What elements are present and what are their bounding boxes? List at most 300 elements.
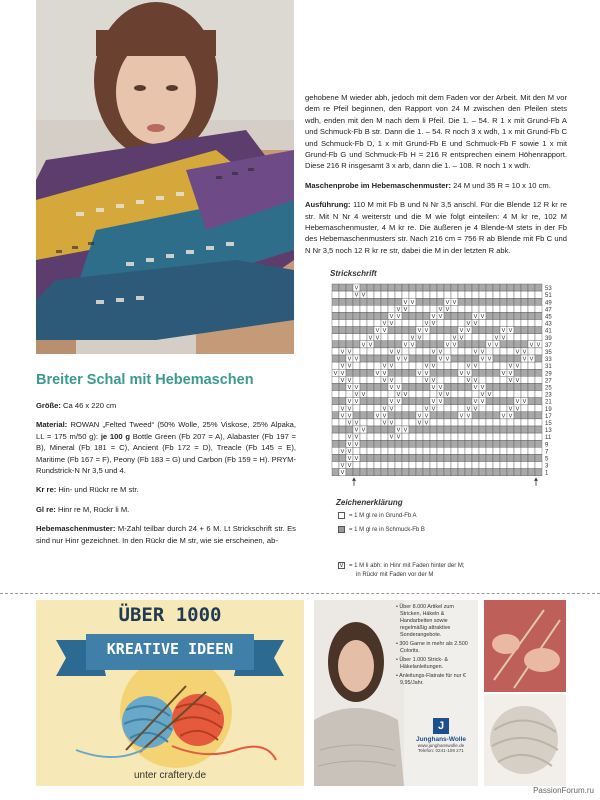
chart-cell bbox=[374, 284, 381, 291]
chart-cell bbox=[535, 312, 542, 319]
chart-cell bbox=[528, 391, 535, 398]
chart-cell bbox=[367, 312, 374, 319]
chart-cell bbox=[472, 440, 479, 447]
chart-cell bbox=[507, 462, 514, 469]
chart-cell bbox=[507, 334, 514, 341]
chart-cell bbox=[500, 305, 507, 312]
slip-stitch-symbol: V bbox=[431, 349, 436, 356]
chart-cell bbox=[507, 447, 514, 454]
chart-cell bbox=[374, 426, 381, 433]
chart-cell bbox=[451, 462, 458, 469]
slip-stitch-symbol: V bbox=[473, 363, 478, 370]
chart-cell bbox=[528, 454, 535, 461]
chart-cell bbox=[465, 291, 472, 298]
chart-cell bbox=[423, 469, 430, 476]
chart-cell bbox=[339, 312, 346, 319]
row-number: 5 bbox=[545, 456, 549, 463]
chart-cell bbox=[507, 298, 514, 305]
chart-cell bbox=[535, 305, 542, 312]
chart-cell bbox=[451, 320, 458, 327]
chart-cell bbox=[451, 284, 458, 291]
chart-cell bbox=[360, 447, 367, 454]
chart-cell bbox=[486, 462, 493, 469]
chart-cell bbox=[402, 433, 409, 440]
row-number: 1 bbox=[545, 470, 549, 477]
chart-cell bbox=[528, 419, 535, 426]
craftery-ad[interactable] bbox=[36, 600, 304, 786]
row-number: 25 bbox=[545, 385, 552, 392]
row-number: 53 bbox=[545, 286, 552, 293]
chart-cell bbox=[479, 426, 486, 433]
right-text-column bbox=[305, 92, 567, 264]
chart-cell bbox=[332, 362, 339, 369]
chart-cell bbox=[374, 305, 381, 312]
chart-cell bbox=[360, 298, 367, 305]
chart-cell bbox=[486, 362, 493, 369]
slip-stitch-symbol: V bbox=[480, 385, 485, 391]
chart-cell bbox=[402, 369, 409, 376]
chart-cell bbox=[353, 320, 360, 327]
chart-cell bbox=[500, 291, 507, 298]
row-number: 43 bbox=[545, 321, 552, 328]
chart-cell bbox=[430, 412, 437, 419]
chart-cell bbox=[332, 341, 339, 348]
chart-cell bbox=[367, 419, 374, 426]
slip-stitch-symbol: V bbox=[508, 363, 513, 370]
chart-cell bbox=[395, 419, 402, 426]
chart-cell bbox=[367, 376, 374, 383]
chart-cell bbox=[521, 391, 528, 398]
list-item: • 300 Garne in mehr als 2.500 Colorits. bbox=[396, 641, 468, 654]
chart-cell bbox=[521, 362, 528, 369]
slip-stitch-symbol: V bbox=[389, 377, 394, 384]
slip-stitch-symbol: V bbox=[445, 356, 450, 363]
chart-cell bbox=[500, 398, 507, 405]
chart-cell bbox=[493, 320, 500, 327]
chart-cell bbox=[409, 320, 416, 327]
chart-cell bbox=[437, 419, 444, 426]
chart-cell bbox=[416, 348, 423, 355]
slip-stitch-symbol: V bbox=[347, 413, 352, 420]
chart-cell bbox=[500, 320, 507, 327]
slip-stitch-symbol: V bbox=[396, 399, 401, 406]
chart-cell bbox=[528, 320, 535, 327]
chart-cell bbox=[402, 362, 409, 369]
chart-cell bbox=[479, 419, 486, 426]
chart-cell bbox=[346, 469, 353, 476]
slip-stitch-symbol: V bbox=[347, 356, 352, 363]
slip-stitch-symbol: V bbox=[431, 377, 436, 384]
slip-stitch-symbol: V bbox=[382, 363, 387, 370]
chart-cell bbox=[416, 469, 423, 476]
chart-cell bbox=[500, 355, 507, 362]
chart-cell bbox=[423, 312, 430, 319]
chart-cell bbox=[402, 334, 409, 341]
chart-cell bbox=[416, 462, 423, 469]
chart-cell bbox=[402, 320, 409, 327]
chart-cell bbox=[430, 454, 437, 461]
chart-cell bbox=[444, 369, 451, 376]
chart-cell bbox=[423, 291, 430, 298]
chart-cell bbox=[458, 398, 465, 405]
chart-cell bbox=[374, 320, 381, 327]
slip-stitch-symbol: V bbox=[501, 335, 506, 342]
chart-cell bbox=[374, 398, 381, 405]
row-number: 49 bbox=[545, 300, 552, 307]
chart-cell bbox=[472, 391, 479, 398]
chart-cell bbox=[374, 312, 381, 319]
chart-cell bbox=[360, 362, 367, 369]
slip-stitch-symbol: V bbox=[389, 314, 394, 320]
yarn-photos bbox=[484, 600, 566, 786]
row-number: 35 bbox=[545, 350, 552, 356]
slip-stitch-symbol: V bbox=[403, 306, 408, 313]
chart-cell bbox=[416, 355, 423, 362]
chart-cell bbox=[479, 412, 486, 419]
slip-stitch-symbol: V bbox=[403, 342, 408, 349]
chart-cell bbox=[535, 369, 542, 376]
chart-cell bbox=[332, 440, 339, 447]
chart-cell bbox=[395, 469, 402, 476]
chart-cell bbox=[332, 391, 339, 398]
chart-cell bbox=[528, 412, 535, 419]
chart-cell bbox=[395, 369, 402, 376]
chart-cell bbox=[486, 412, 493, 419]
slip-stitch-symbol: V bbox=[396, 356, 401, 363]
chart-cell bbox=[521, 469, 528, 476]
chart-cell bbox=[381, 426, 388, 433]
slip-stitch-symbol: V bbox=[424, 370, 429, 377]
chart-cell bbox=[416, 305, 423, 312]
chart-cell bbox=[353, 334, 360, 341]
chart-cell bbox=[430, 440, 437, 447]
slip-stitch-symbol: V bbox=[494, 342, 499, 349]
chart-cell bbox=[332, 320, 339, 327]
chart-cell bbox=[346, 291, 353, 298]
chart-cell bbox=[332, 291, 339, 298]
chart-cell bbox=[451, 348, 458, 355]
chart-cell bbox=[339, 298, 346, 305]
chart-cell bbox=[458, 405, 465, 412]
chart-cell bbox=[493, 284, 500, 291]
slip-stitch-symbol: V bbox=[424, 413, 429, 420]
chart-cell bbox=[486, 376, 493, 383]
slip-stitch-symbol: V bbox=[396, 427, 401, 434]
row-number: 15 bbox=[545, 421, 552, 427]
chart-cell bbox=[535, 412, 542, 419]
chart-cell bbox=[402, 383, 409, 390]
slip-stitch-symbol: V bbox=[417, 328, 422, 335]
slip-stitch-symbol: V bbox=[375, 413, 380, 420]
chart-cell bbox=[465, 305, 472, 312]
chart-cell bbox=[381, 355, 388, 362]
chart-cell bbox=[507, 398, 514, 405]
chart-cell bbox=[444, 426, 451, 433]
chart-cell bbox=[409, 440, 416, 447]
chart-cell bbox=[493, 348, 500, 355]
row-number: 19 bbox=[545, 406, 552, 413]
slip-stitch-symbol: V bbox=[452, 299, 457, 306]
chart-cell bbox=[514, 426, 521, 433]
craftery-ad-graphic bbox=[36, 600, 304, 786]
chart-cell bbox=[472, 462, 479, 469]
slip-stitch-symbol: V bbox=[389, 406, 394, 413]
chart-cell bbox=[353, 298, 360, 305]
chart-cell bbox=[395, 447, 402, 454]
slip-stitch-symbol: V bbox=[403, 427, 408, 434]
row-number: 51 bbox=[545, 293, 552, 300]
chart-cell bbox=[479, 305, 486, 312]
chart-cell bbox=[430, 462, 437, 469]
chart-cell bbox=[521, 298, 528, 305]
chart-cell bbox=[521, 412, 528, 419]
chart-cell bbox=[514, 355, 521, 362]
chart-cell bbox=[437, 291, 444, 298]
chart-cell bbox=[423, 383, 430, 390]
chart-cell bbox=[514, 454, 521, 461]
slip-stitch-symbol: V bbox=[508, 377, 513, 384]
chart-grid bbox=[332, 284, 542, 476]
row-number: 13 bbox=[545, 428, 552, 435]
chart-cell bbox=[465, 454, 472, 461]
chart-cell bbox=[493, 426, 500, 433]
chart-cell bbox=[395, 362, 402, 369]
chart-cell bbox=[465, 312, 472, 319]
legend-item-slip: V = 1 M li abh: in Hinr mit Faden hinter der M; bbox=[339, 562, 465, 569]
slip-stitch-symbol: V bbox=[466, 406, 471, 413]
chart-cell bbox=[416, 312, 423, 319]
chart-cell bbox=[528, 348, 535, 355]
slip-stitch-symbol: V bbox=[389, 420, 394, 427]
slip-stitch-symbol: V bbox=[340, 448, 345, 455]
chart-cell bbox=[332, 419, 339, 426]
chart-cell bbox=[423, 447, 430, 454]
slip-stitch-symbol: V bbox=[389, 385, 394, 391]
chart-cell bbox=[409, 284, 416, 291]
chart-cell bbox=[339, 291, 346, 298]
chart-cell bbox=[353, 341, 360, 348]
chart-cell bbox=[514, 383, 521, 390]
chart-cell bbox=[535, 440, 542, 447]
chart-cell bbox=[374, 447, 381, 454]
chart-cell bbox=[521, 376, 528, 383]
slip-stitch-symbol: V bbox=[417, 370, 422, 377]
chart-cell bbox=[346, 334, 353, 341]
slip-stitch-symbol: V bbox=[424, 321, 429, 328]
chart-cell bbox=[416, 320, 423, 327]
chart-cell bbox=[437, 369, 444, 376]
chart-cell bbox=[353, 327, 360, 334]
slip-stitch-symbol: V bbox=[487, 342, 492, 349]
chart-cell bbox=[535, 320, 542, 327]
chart-cell bbox=[409, 433, 416, 440]
slip-stitch-symbol: V bbox=[382, 406, 387, 413]
chart-cell bbox=[388, 284, 395, 291]
slip-stitch-symbol: V bbox=[396, 314, 401, 320]
slip-stitch-symbol: V bbox=[382, 413, 387, 420]
junghans-ad[interactable] bbox=[314, 600, 478, 786]
chart-cell bbox=[339, 355, 346, 362]
chart-cell bbox=[479, 341, 486, 348]
chart-cell bbox=[423, 284, 430, 291]
chart-cell bbox=[437, 469, 444, 476]
chart-cell bbox=[458, 426, 465, 433]
slip-stitch-symbol: V bbox=[445, 392, 450, 399]
chart-cell bbox=[521, 383, 528, 390]
chart-cell bbox=[409, 426, 416, 433]
chart-cell bbox=[535, 447, 542, 454]
slip-stitch-symbol: V bbox=[480, 356, 485, 363]
chart-cell bbox=[374, 383, 381, 390]
chart-cell bbox=[402, 405, 409, 412]
slip-stitch-symbol: V bbox=[438, 392, 443, 399]
chart-cell bbox=[521, 284, 528, 291]
chart-cell bbox=[514, 369, 521, 376]
chart-cell bbox=[416, 433, 423, 440]
chart-cell bbox=[367, 391, 374, 398]
slip-stitch-symbol: V bbox=[389, 363, 394, 370]
page-title: Breiter Schal mit Hebemaschen bbox=[36, 372, 254, 388]
chart-cell bbox=[388, 369, 395, 376]
slip-stitch-symbol: V bbox=[473, 399, 478, 406]
slip-stitch-symbol: V bbox=[431, 399, 436, 406]
chart-cell bbox=[444, 412, 451, 419]
slip-stitch-symbol: V bbox=[522, 349, 527, 356]
junghans-j-icon: J bbox=[433, 718, 449, 734]
chart-cell bbox=[423, 398, 430, 405]
chart-cell bbox=[500, 362, 507, 369]
chart-cell bbox=[360, 334, 367, 341]
chart-cell bbox=[423, 462, 430, 469]
chart-cell bbox=[507, 284, 514, 291]
chart-cell bbox=[346, 341, 353, 348]
chart-cell bbox=[465, 334, 472, 341]
chart-cell bbox=[430, 469, 437, 476]
chart-cell bbox=[339, 284, 346, 291]
chart-cell bbox=[360, 440, 367, 447]
chart-cell bbox=[521, 462, 528, 469]
row-number: 29 bbox=[545, 371, 552, 378]
craftery-url[interactable]: unter craftery.de bbox=[133, 770, 207, 781]
chart-cell bbox=[367, 355, 374, 362]
chart-cell bbox=[458, 440, 465, 447]
chart-cell bbox=[444, 362, 451, 369]
chart-cell bbox=[486, 419, 493, 426]
chart-cell bbox=[346, 320, 353, 327]
chart-cell bbox=[528, 376, 535, 383]
chart-cell bbox=[367, 383, 374, 390]
chart-cell bbox=[500, 383, 507, 390]
chart-cell bbox=[507, 348, 514, 355]
slip-stitch-symbol: V bbox=[417, 420, 422, 427]
chart-cell bbox=[444, 419, 451, 426]
chart-cell bbox=[507, 426, 514, 433]
slip-stitch-symbol: V bbox=[501, 370, 506, 377]
chart-cell bbox=[423, 391, 430, 398]
chart-cell bbox=[430, 433, 437, 440]
chart-cell bbox=[535, 398, 542, 405]
chart-cell bbox=[514, 341, 521, 348]
chart-cell bbox=[472, 355, 479, 362]
chart-cell bbox=[458, 391, 465, 398]
chart-cell bbox=[353, 312, 360, 319]
legend-item-slip-sub: in Rückr mit Faden vor der M bbox=[356, 572, 434, 578]
chart-cell bbox=[472, 291, 479, 298]
chart-cell bbox=[339, 419, 346, 426]
chart-cell bbox=[521, 291, 528, 298]
chart-cell bbox=[416, 362, 423, 369]
chart-cell bbox=[402, 419, 409, 426]
chart-cell bbox=[381, 312, 388, 319]
chart-cell bbox=[437, 341, 444, 348]
chart-cell bbox=[395, 376, 402, 383]
chart-cell bbox=[528, 334, 535, 341]
junghans-ad-photo bbox=[314, 600, 404, 786]
slip-stitch-symbol: V bbox=[515, 399, 520, 406]
chart-cell bbox=[521, 454, 528, 461]
chart-cell bbox=[486, 433, 493, 440]
slip-stitch-symbol: V bbox=[361, 427, 366, 434]
chart-cell bbox=[444, 334, 451, 341]
chart-cell bbox=[437, 334, 444, 341]
chart-cell bbox=[353, 412, 360, 419]
chart-cell bbox=[367, 348, 374, 355]
chart-cell bbox=[500, 469, 507, 476]
chart-cell bbox=[360, 398, 367, 405]
chart-cell bbox=[535, 298, 542, 305]
chart-arrows bbox=[352, 478, 538, 486]
chart-cell bbox=[374, 469, 381, 476]
chart-cell bbox=[360, 348, 367, 355]
chart-cell bbox=[395, 454, 402, 461]
slip-stitch-symbol: V bbox=[424, 420, 429, 427]
chart-cell bbox=[465, 426, 472, 433]
junghans-web[interactable]: www.junghanswolle.de bbox=[417, 743, 465, 748]
chart-cell bbox=[346, 391, 353, 398]
chart-title: Strickschrift bbox=[330, 269, 377, 278]
chart-cell bbox=[458, 355, 465, 362]
chart-cell bbox=[507, 312, 514, 319]
chart-cell bbox=[500, 284, 507, 291]
chart-cell bbox=[444, 376, 451, 383]
chart-cell bbox=[367, 469, 374, 476]
chart-cell bbox=[514, 327, 521, 334]
chart-cell bbox=[472, 341, 479, 348]
slip-stitch-symbol: V bbox=[424, 363, 429, 370]
legend-item-ground: = 1 M gl re in Grund-Fb A bbox=[338, 512, 417, 519]
chart-cell bbox=[451, 362, 458, 369]
chart-cell bbox=[500, 419, 507, 426]
chart-cell bbox=[332, 348, 339, 355]
slip-stitch-symbol: V bbox=[340, 463, 345, 470]
chart-cell bbox=[528, 327, 535, 334]
chart-cell bbox=[514, 462, 521, 469]
chart-cell bbox=[374, 405, 381, 412]
pattern-paragraph: Hebemaschenmuster: M-Zahl teilbar durch 24 + 6 M. Lt Strickschrift str. Es sind nur Hinr gezeichnet. In den Rückr die M str, wie sie erscheinen, ab- bbox=[36, 524, 296, 545]
chart-cell bbox=[339, 320, 346, 327]
chart-cell bbox=[381, 334, 388, 341]
chart-cell bbox=[388, 426, 395, 433]
chart-cell bbox=[507, 305, 514, 312]
slip-stitch-symbol: V bbox=[431, 385, 436, 391]
chart-cell bbox=[437, 298, 444, 305]
chart-cell bbox=[388, 469, 395, 476]
chart-cell bbox=[479, 362, 486, 369]
row-number: 41 bbox=[545, 328, 552, 335]
slip-stitch-symbol: V bbox=[396, 434, 401, 441]
chart-cell bbox=[444, 447, 451, 454]
chart-cell bbox=[339, 327, 346, 334]
